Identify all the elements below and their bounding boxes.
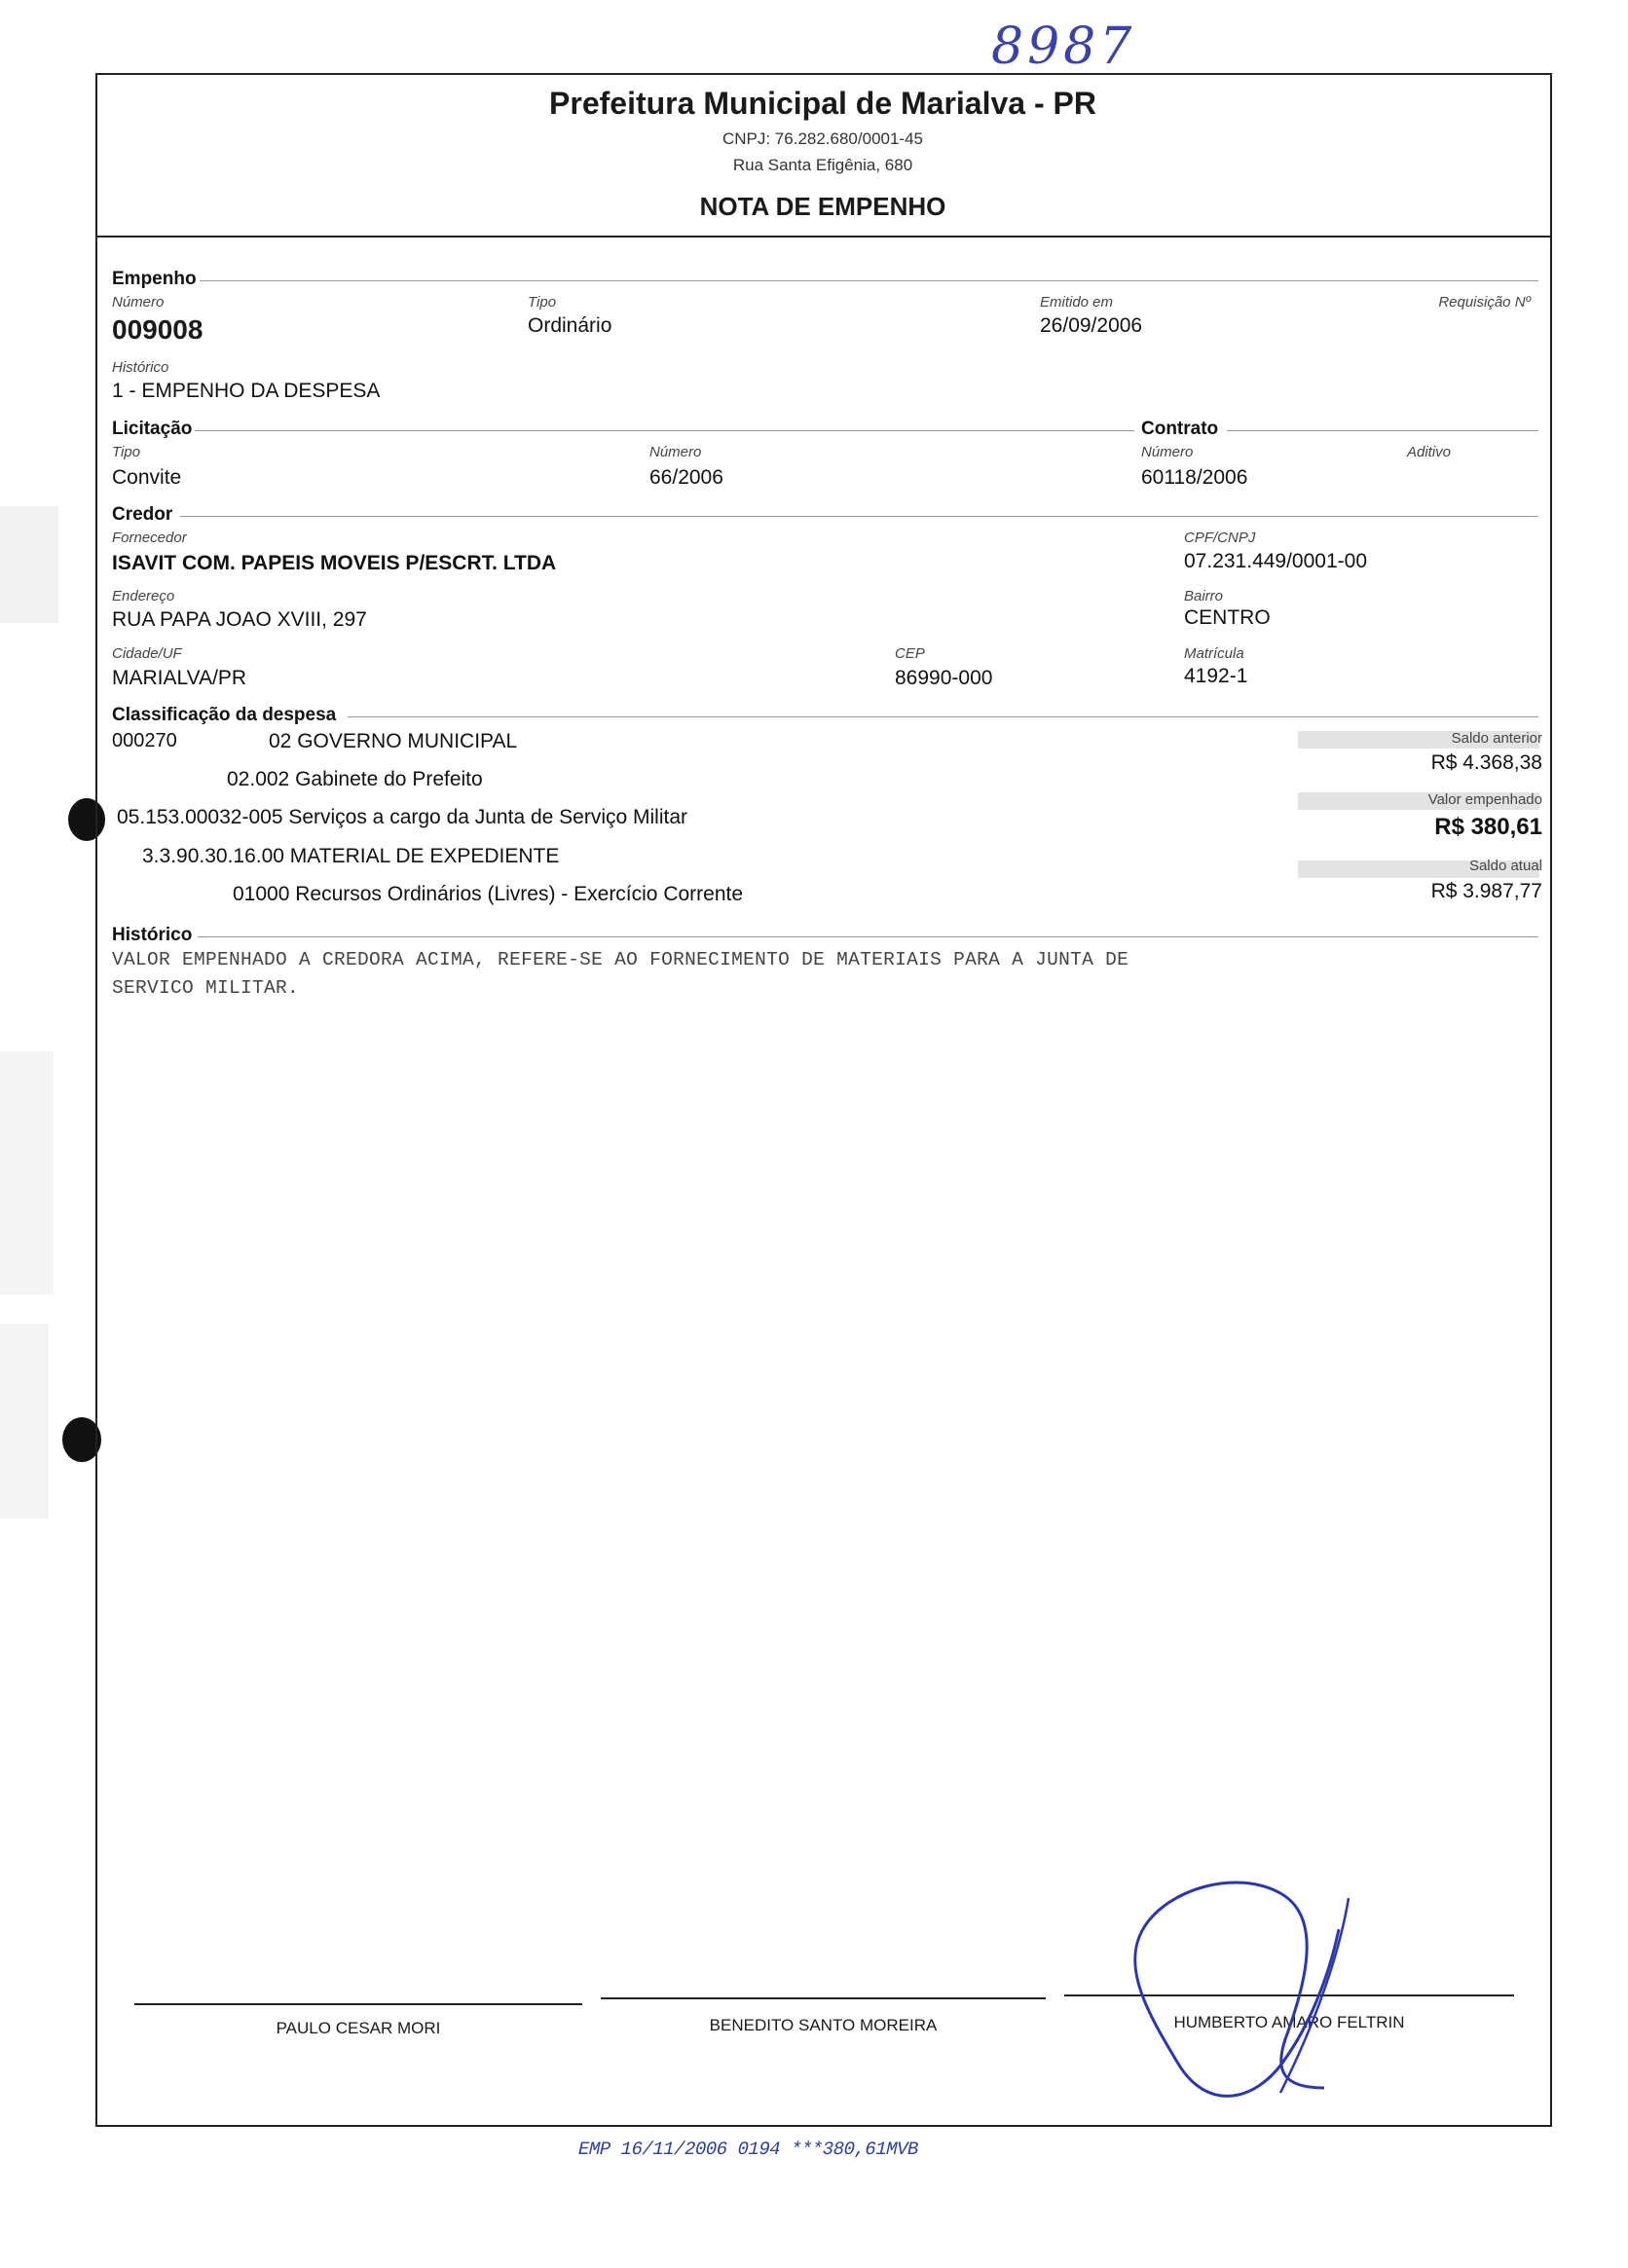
licitacao-numero: 66/2006 <box>649 466 723 489</box>
classificacao-line3: 05.153.00032-005 Serviços a cargo da Junta de Serviço Militar <box>117 806 688 828</box>
bairro-label: Bairro <box>1184 588 1224 604</box>
cpf-label: CPF/CNPJ <box>1184 530 1256 546</box>
numero-label: Número <box>112 294 165 311</box>
signature-name-3: HUMBERTO AMARO FELTRIN <box>1173 2013 1405 2031</box>
empenho-section-title: Empenho <box>112 269 197 289</box>
saldo-atual-label: Saldo atual <box>1468 858 1542 874</box>
cidade-label: Cidade/UF <box>112 645 182 662</box>
tipo-label: Tipo <box>528 294 557 311</box>
classificacao-code: 000270 <box>112 730 177 751</box>
historico-section-title: Histórico <box>112 925 193 945</box>
classificacao-line1: 02 GOVERNO MUNICIPAL <box>269 730 518 752</box>
header-address: Rua Santa Efigênia, 680 <box>732 156 913 174</box>
endereco: RUA PAPA JOAO XVIII, 297 <box>112 608 367 631</box>
saldo-anterior: R$ 4.368,38 <box>1430 751 1542 774</box>
cpf-cnpj: 07.231.449/0001-00 <box>1184 550 1368 572</box>
classificacao-line5: 01000 Recursos Ordinários (Livres) - Exercício Corrente <box>233 883 744 905</box>
handwritten-number: 8987 <box>991 18 1136 76</box>
classificacao-line4: 3.3.90.30.16.00 MATERIAL DE EXPEDIENTE <box>142 845 560 867</box>
cep-label: CEP <box>895 645 925 662</box>
endereco-label: Endereço <box>112 588 175 604</box>
requisicao-label: Requisição Nº <box>1438 294 1531 311</box>
licitacao-section-title: Licitação <box>112 419 193 439</box>
emitido-label: Emitido em <box>1040 294 1114 311</box>
fornecedor: ISAVIT COM. PAPEIS MOVEIS P/ESCRT. LTDA <box>112 552 557 574</box>
cidade: MARIALVA/PR <box>112 667 247 689</box>
saldo-atual: R$ 3.987,77 <box>1430 880 1542 902</box>
licitacao-tipo: Convite <box>112 466 182 489</box>
fornecedor-label: Fornecedor <box>112 530 187 546</box>
matricula-label: Matrícula <box>1184 645 1244 662</box>
aditivo-label: Aditivo <box>1407 444 1452 460</box>
header-cnpj: CNPJ: 76.282.680/0001-45 <box>722 129 924 148</box>
document-title: NOTA DE EMPENHO <box>699 192 946 221</box>
saldo-anterior-label: Saldo anterior <box>1451 730 1542 747</box>
print-stamp: EMP 16/11/2006 0194 ***380,61MVB <box>575 2139 921 2160</box>
handwritten-signature <box>1120 1869 1373 2112</box>
licitacao-tipo-label: Tipo <box>112 444 141 460</box>
signature-name-1: PAULO CESAR MORI <box>276 2019 441 2037</box>
licitacao-numero-label: Número <box>649 444 702 460</box>
page-title: Prefeitura Municipal de Marialva - PR <box>549 86 1096 121</box>
credor-section-title: Credor <box>112 504 173 525</box>
historico-empenho-label: Histórico <box>112 359 169 376</box>
empenho-numero: 009008 <box>112 314 204 345</box>
contrato-numero-label: Número <box>1141 444 1194 460</box>
valor-empenhado-label: Valor empenhado <box>1427 791 1542 808</box>
empenho-emitido: 26/09/2006 <box>1040 314 1143 337</box>
historico-line1: VALOR EMPENHADO A CREDORA ACIMA, REFERE-SE AO FORNECIMENTO DE MATERIAIS PARA A JUNTA DE <box>112 949 1129 970</box>
historico-empenho: 1 - EMPENHO DA DESPESA <box>112 380 381 402</box>
contrato-section-title: Contrato <box>1141 419 1219 439</box>
matricula: 4192-1 <box>1184 665 1248 687</box>
classificacao-line2: 02.002 Gabinete do Prefeito <box>227 768 483 790</box>
cep: 86990-000 <box>895 667 993 689</box>
contrato-numero: 60118/2006 <box>1141 466 1248 489</box>
bairro: CENTRO <box>1184 606 1271 629</box>
historico-line2: SERVICO MILITAR. <box>112 977 300 999</box>
empenho-tipo: Ordinário <box>528 314 612 337</box>
valor-empenhado: R$ 380,61 <box>1434 814 1542 840</box>
signature-name-2: BENEDITO SANTO MOREIRA <box>709 2016 938 2034</box>
classificacao-section-title: Classificação da despesa <box>112 705 337 725</box>
